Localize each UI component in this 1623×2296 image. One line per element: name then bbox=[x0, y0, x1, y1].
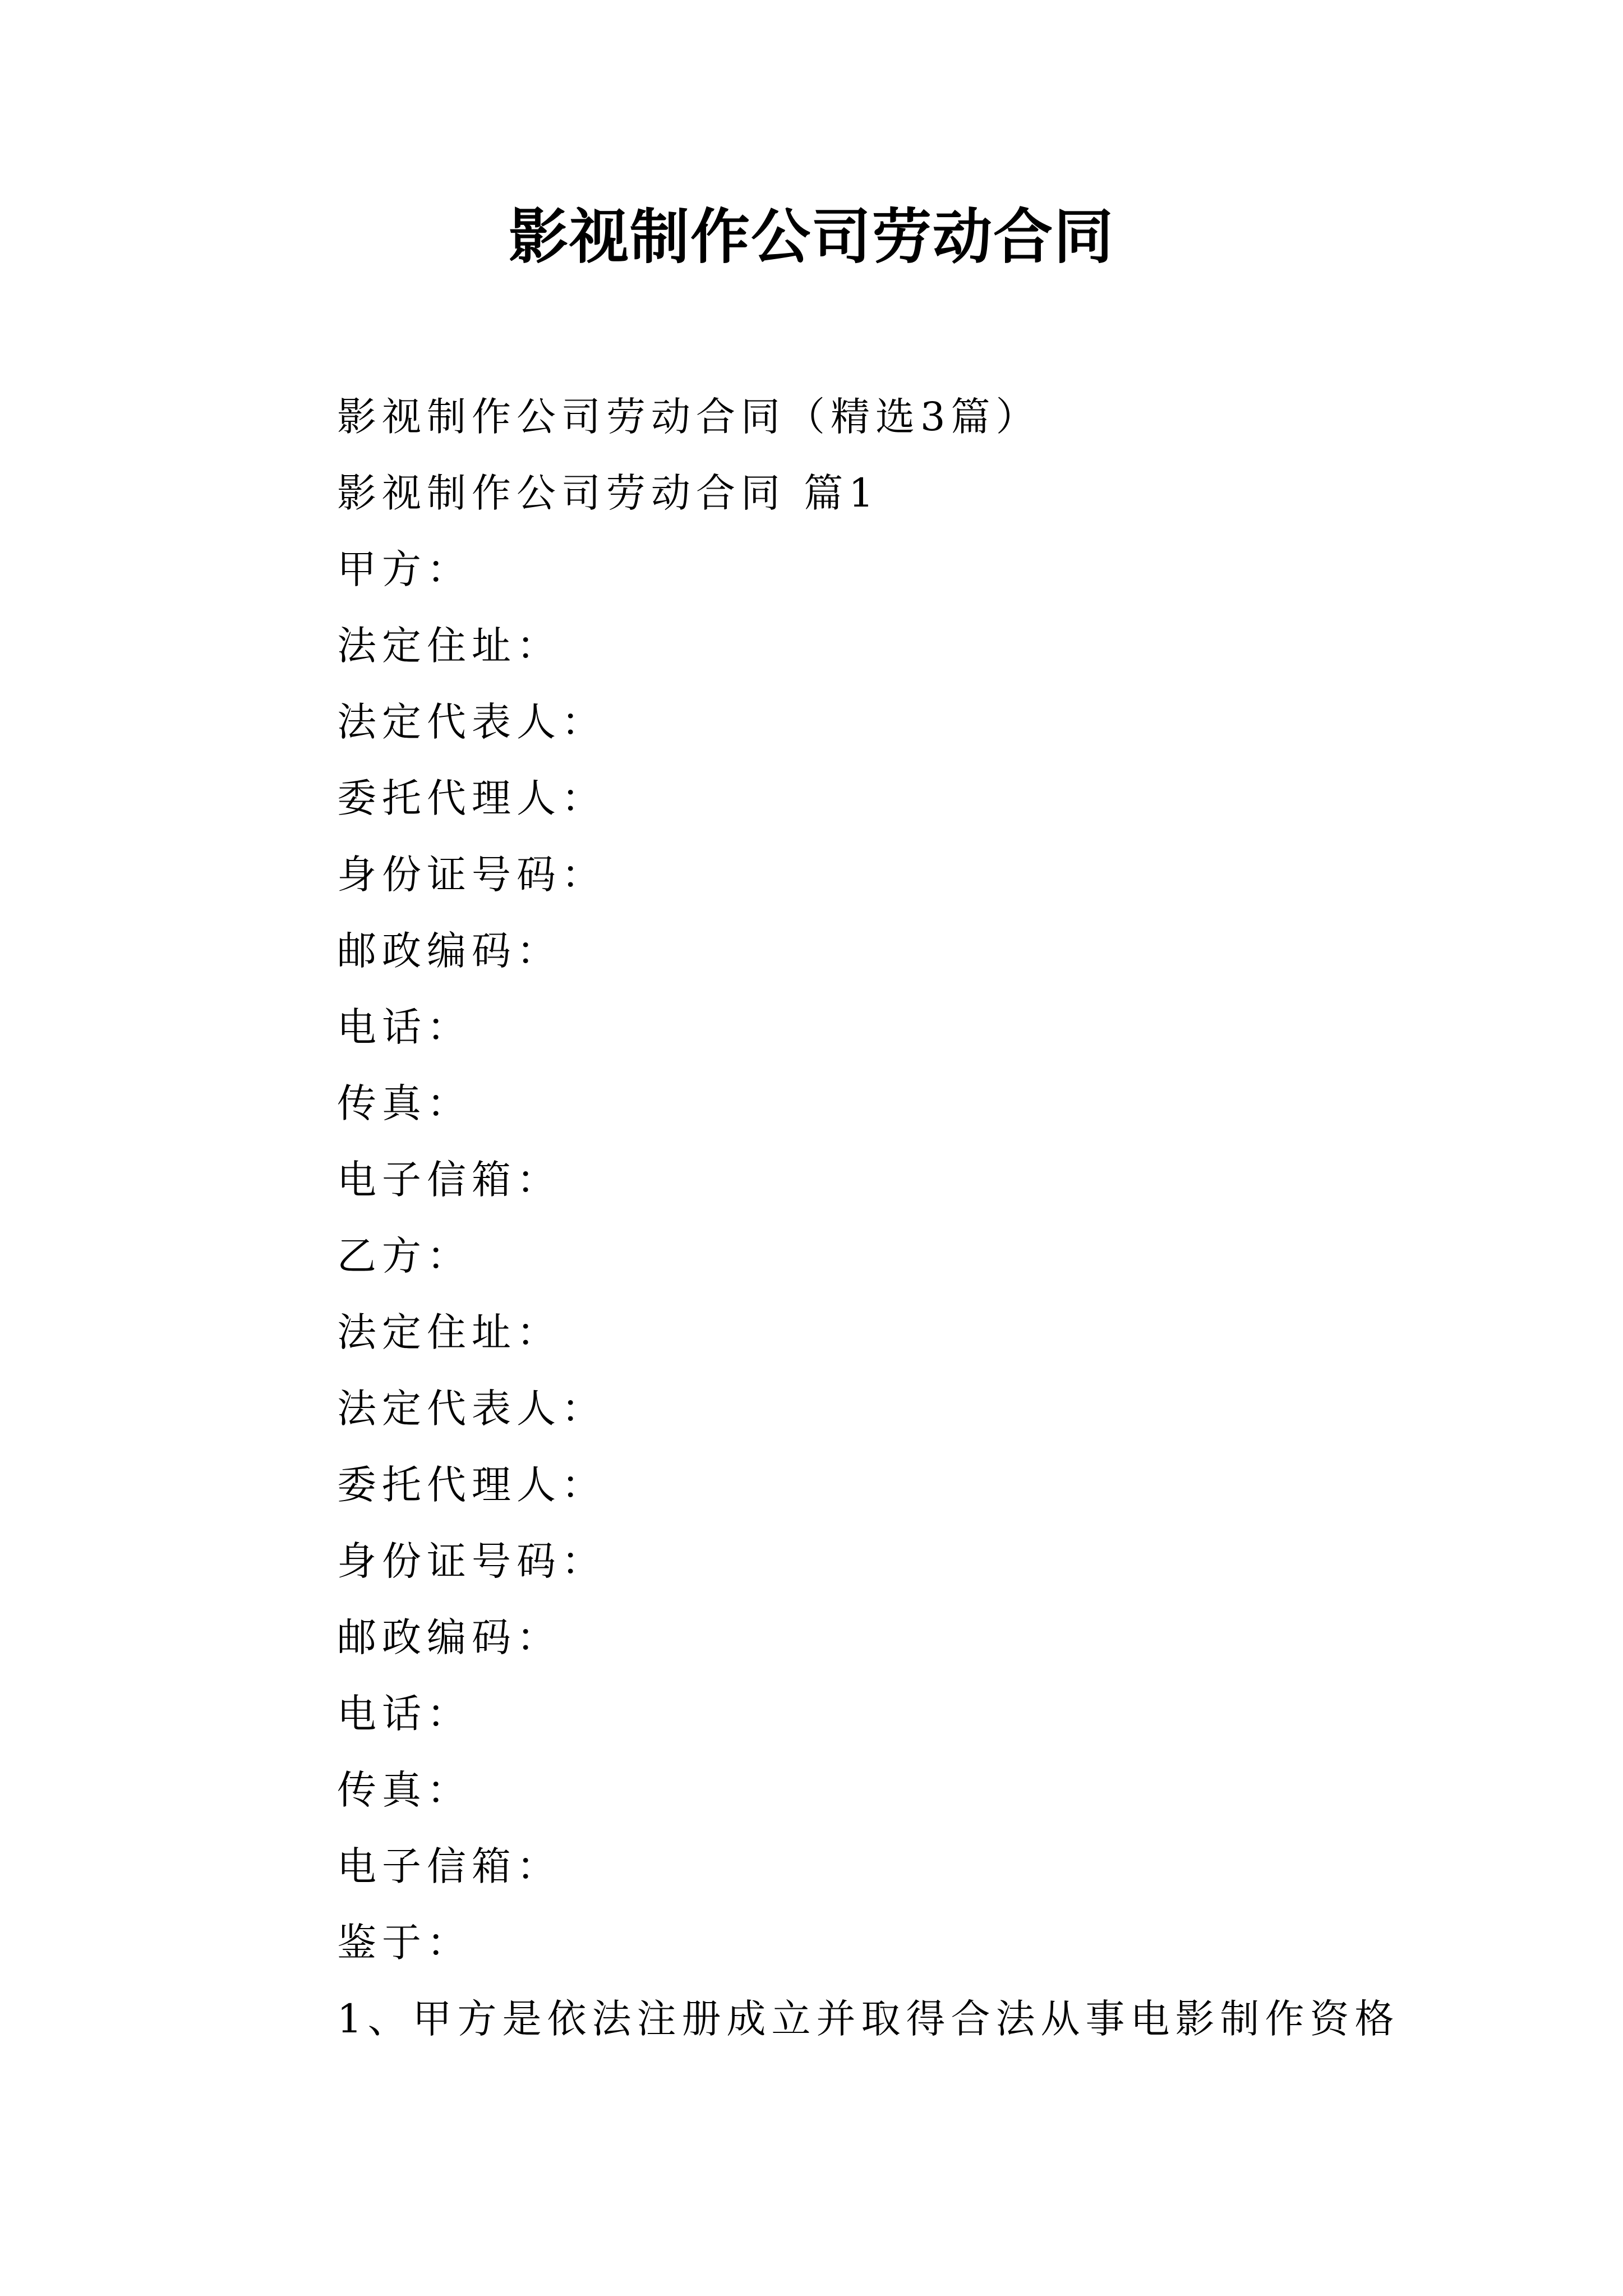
clause-1-text: 1、甲方是依法注册成立并取得合法从事电影制作资格 bbox=[337, 1996, 1400, 2042]
document-title: 影视制作公司劳动合同 bbox=[509, 201, 1114, 272]
party-b-fax-field: 传真： bbox=[337, 1767, 472, 1813]
party-b-email-field: 电子信箱： bbox=[337, 1843, 561, 1889]
party-b-label: 乙方： bbox=[337, 1233, 472, 1279]
party-b-address-field: 法定住址： bbox=[337, 1309, 561, 1355]
intro-heading: 影视制作公司劳动合同（精选3篇） bbox=[337, 394, 1041, 440]
party-a-phone-field: 电话： bbox=[337, 1004, 472, 1050]
party-a-label: 甲方： bbox=[337, 546, 472, 592]
whereas-label: 鉴于： bbox=[337, 1920, 472, 1966]
document-body bbox=[337, 379, 1459, 2057]
party-a-fax-field: 传真： bbox=[337, 1080, 472, 1126]
party-a-address-field: 法定住址： bbox=[337, 623, 561, 669]
party-a-legal-rep-field: 法定代表人： bbox=[337, 699, 606, 745]
party-b-id-number-field: 身份证号码： bbox=[337, 1538, 606, 1584]
party-b-agent-field: 委托代理人： bbox=[337, 1462, 606, 1508]
party-a-postal-code-field: 邮政编码： bbox=[337, 928, 561, 974]
party-a-agent-field: 委托代理人： bbox=[337, 775, 606, 821]
party-a-id-number-field: 身份证号码： bbox=[337, 852, 606, 898]
party-b-legal-rep-field: 法定代表人： bbox=[337, 1386, 606, 1432]
section-heading: 影视制作公司劳动合同 篇1 bbox=[337, 470, 879, 516]
party-b-postal-code-field: 邮政编码： bbox=[337, 1614, 561, 1660]
party-b-phone-field: 电话： bbox=[337, 1691, 472, 1737]
party-a-email-field: 电子信箱： bbox=[337, 1157, 561, 1203]
